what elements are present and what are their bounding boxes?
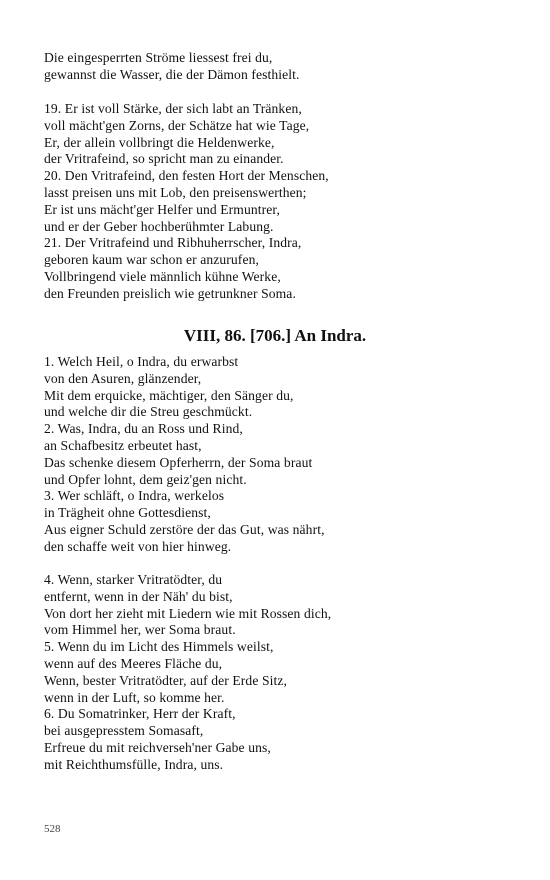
text-line: Er, der allein vollbringt die Heldenwerke, [44, 134, 275, 150]
text-line: vom Himmel her, wer Soma braut. [44, 622, 236, 638]
text-line: 5. Wenn du im Licht des Himmels weilst, [44, 639, 274, 655]
text-line: Wenn, bester Vritratödter, auf der Erde Sitz, [44, 672, 287, 688]
text-line: den schaffe weit von hier hinweg. [44, 538, 232, 554]
text-line: wenn auf des Meeres Fläche du, [44, 655, 223, 671]
text-line: in Trägheit ohne Gottesdienst, [44, 505, 211, 521]
text-line: Erfreue du mit reichverseh'ner Gabe uns, [44, 739, 271, 755]
hymn-verses-4-6 [44, 572, 514, 774]
text-line: 20. Den Vritrafeind, den festen Hort der Menschen, [44, 168, 329, 184]
text-line: Aus eigner Schuld zerstöre der das Gut, was nährt, [44, 521, 325, 537]
text-line: der Vritrafeind, so spricht man zu einander. [44, 151, 284, 167]
text-line: mit Reichthumsfülle, Indra, uns. [44, 756, 224, 772]
text-line: und welche dir die Streu geschmückt. [44, 404, 253, 420]
hymn-heading: VIII, 86. [706.] An Indra. [183, 326, 367, 345]
text-line: 2. Was, Indra, du an Ross und Rind, [44, 421, 243, 437]
text-line: Mit dem erquicke, mächtiger, den Sänger du, [44, 387, 294, 403]
intro-stanza [44, 50, 514, 84]
text-line: bei ausgepresstem Somasaft, [44, 723, 204, 739]
text-line: Vollbringend viele männlich kühne Werke, [44, 268, 281, 284]
text-line: den Freunden preislich wie getrunkner Soma. [44, 285, 296, 301]
text-line: Er ist uns mächt'ger Helfer und Ermuntrer, [44, 201, 280, 217]
text-line: gewannst die Wasser, die der Dämon festhielt. [44, 66, 300, 82]
hymn-verses-1-3 [44, 354, 514, 556]
text-line: Die eingesperrten Ströme liessest frei du, [44, 50, 273, 65]
text-line: 3. Wer schläft, o Indra, werkelos [44, 488, 225, 504]
text-line: Das schenke diesem Opferherrn, der Soma braut [44, 454, 313, 470]
page-number: 528 [44, 823, 61, 835]
text-line: 6. Du Somatrinker, Herr der Kraft, [44, 706, 236, 722]
text-line: und er der Geber hochberühmter Labung. [44, 218, 274, 234]
text-line: an Schafbesitz erbeutet hast, [44, 437, 202, 453]
text-line: 19. Er ist voll Stärke, der sich labt an Tränken, [44, 101, 302, 116]
text-line: lasst preisen uns mit Lob, den preisenswerthen; [44, 184, 307, 200]
text-line: wenn in der Luft, so komme her. [44, 689, 225, 705]
text-line: voll mächt'gen Zorns, der Schätze hat wie Tage, [44, 117, 310, 133]
text-line: Von dort her zieht mit Liedern wie mit Rossen dich, [44, 605, 332, 621]
text-line: und Opfer lohnt, dem geiz'gen nicht. [44, 471, 247, 487]
text-line: 21. Der Vritrafeind und Ribhuherrscher, Indra, [44, 235, 302, 251]
text-line: entfernt, wenn in der Näh' du bist, [44, 588, 233, 604]
text-line: 4. Wenn, starker Vritratödter, du [44, 572, 223, 587]
text-line: geboren kaum war schon er anzurufen, [44, 252, 259, 268]
text-line: 1. Welch Heil, o Indra, du erwarbst [44, 354, 239, 369]
previous-hymn-verses [44, 101, 514, 303]
text-line: von den Asuren, glänzender, [44, 370, 202, 386]
